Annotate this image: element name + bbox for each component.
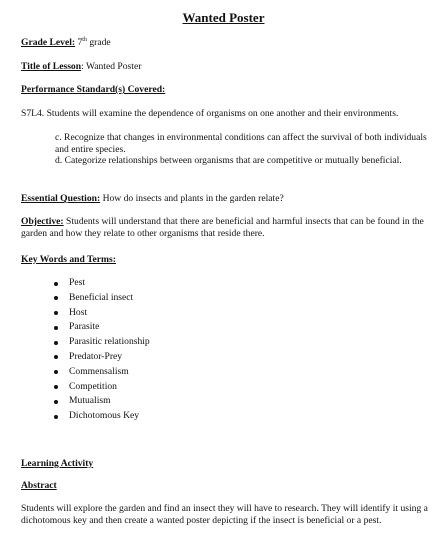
- grade-level-unit: grade: [89, 37, 111, 48]
- bullet-icon: [54, 415, 58, 419]
- bullet-icon: [54, 282, 58, 286]
- learning-activity-heading: [21, 458, 93, 470]
- list-item: [52, 306, 150, 321]
- lesson-title-value: Wanted Poster: [85, 61, 142, 72]
- bullet-icon: [54, 400, 58, 404]
- essential-question-label: Essential Question:: [21, 193, 101, 204]
- key-term: Dichotomous Key: [69, 410, 140, 422]
- list-item: [52, 394, 150, 409]
- key-words-heading: [21, 254, 116, 266]
- performance-standards-label: Performance Standard(s) Covered:: [21, 84, 166, 95]
- key-term: Parasitic relationship: [69, 336, 150, 348]
- grade-level-line: [21, 37, 111, 49]
- key-words-label: Key Words and Terms:: [21, 254, 116, 265]
- bullet-icon: [54, 341, 58, 345]
- page-title: Wanted Poster: [182, 10, 265, 25]
- grade-level-suffix: th: [82, 36, 87, 43]
- bullet-icon: [54, 355, 58, 359]
- bullet-icon: [54, 296, 58, 300]
- abstract-paragraph: Students will explore the garden and find an insect they will have to research. They will identify it using a dichotomous key and then create a wanted poster depicting if the insect is beneficial or a pest.: [21, 503, 428, 526]
- key-term: Parasite: [69, 321, 100, 333]
- list-item: [52, 320, 150, 335]
- key-term: Commensalism: [69, 365, 129, 377]
- lesson-title-line: [21, 61, 141, 73]
- list-item: [52, 335, 150, 350]
- key-term: Beneficial insect: [69, 291, 134, 303]
- learning-activity-label: Learning Activity: [21, 458, 94, 469]
- objective-value: Students will understand that there are beneficial and harmful insects that can be found in the garden and how they relate to other organisms that reside there.: [21, 216, 424, 239]
- list-item: [52, 365, 150, 380]
- standard-c-text: c. Recognize that changes in environmental conditions can affect the survival of both individuals and entire species.: [55, 132, 427, 155]
- key-term: Mutualism: [69, 395, 111, 407]
- bullet-icon: [54, 385, 58, 389]
- standard-d-text: d. Categorize relationships between organisms that are competitive or mutually beneficial.: [55, 155, 402, 166]
- grade-level-label: Grade Level:: [21, 37, 76, 48]
- grade-level-number: 7: [77, 37, 83, 48]
- essential-question-value: How do insects and plants in the garden relate?: [102, 193, 284, 204]
- essential-question-line: [21, 193, 284, 205]
- lesson-title-label: Title of Lesson: [21, 61, 82, 72]
- list-item: [52, 380, 150, 395]
- abstract-label: Abstract: [21, 480, 57, 491]
- lesson-title-colon: :: [81, 61, 84, 72]
- abstract-heading: [21, 480, 57, 492]
- key-term: Predator-Prey: [69, 350, 123, 362]
- list-item: [52, 276, 150, 291]
- objective-label: Objective:: [21, 216, 64, 227]
- list-item: [52, 350, 150, 365]
- list-item: [52, 409, 150, 424]
- standard-main-text: S7L4. Students will examine the dependence of organisms on one another and their environments.: [21, 108, 399, 119]
- key-words-list: [52, 276, 150, 424]
- bullet-icon: [54, 370, 58, 374]
- objective-paragraph: [21, 216, 431, 240]
- bullet-icon: [54, 311, 58, 315]
- performance-standards-heading: [21, 84, 165, 96]
- key-term: Host: [69, 306, 88, 318]
- key-term: Competition: [69, 380, 117, 392]
- list-item: [52, 291, 150, 306]
- bullet-icon: [54, 326, 58, 330]
- key-term: Pest: [69, 277, 85, 288]
